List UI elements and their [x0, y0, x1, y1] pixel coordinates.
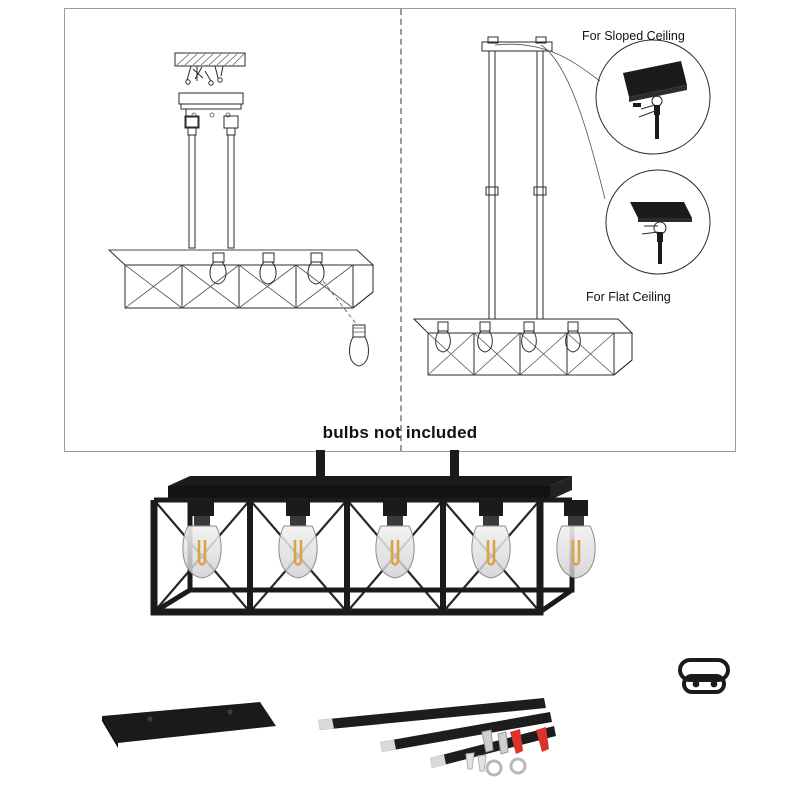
callout-label-flat: For Flat Ceiling — [586, 290, 671, 304]
cage-frame-mounted — [414, 319, 632, 375]
panel-right-mounted — [400, 9, 735, 451]
mounted-install-drawing — [400, 9, 736, 453]
diagram-panel — [64, 8, 736, 452]
part-hanging-loop — [680, 660, 728, 692]
cage-frame-outline — [109, 250, 373, 308]
bulbs-not-included-caption: bulbs not included — [322, 423, 478, 442]
part-canopy-plate — [102, 702, 276, 748]
parts-layout — [80, 650, 740, 790]
hero-bulbs — [183, 500, 595, 578]
sloped-ceiling-callout — [596, 40, 710, 154]
loose-bulb — [323, 281, 369, 366]
hero-top-bar — [168, 476, 572, 500]
canopy-plate — [179, 93, 243, 117]
hero-product-image — [120, 450, 700, 665]
ceiling-bracket — [175, 53, 245, 85]
exploded-install-drawing — [65, 9, 401, 453]
callout-label-sloped: For Sloped Ceiling — [582, 29, 685, 43]
panel-left-exploded — [65, 9, 400, 451]
suspension-rods-mounted — [486, 51, 546, 319]
flat-ceiling-callout — [606, 170, 710, 274]
suspension-rods — [185, 109, 238, 248]
